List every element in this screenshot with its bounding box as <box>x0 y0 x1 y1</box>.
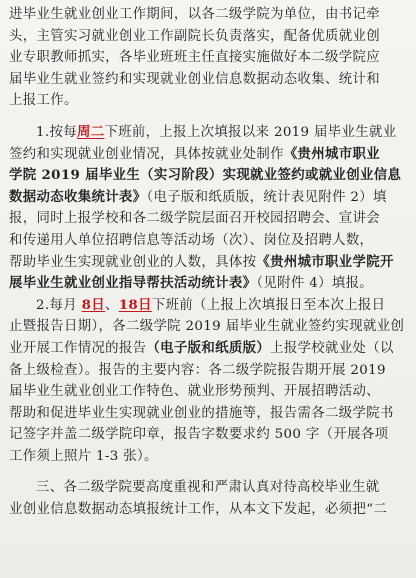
form-title-bold: 展毕业生就业创业指导帮扶活动统计表》 <box>9 275 257 292</box>
text-span: 、 <box>105 297 119 313</box>
text-span: （见附件 4）填报。 <box>256 276 374 292</box>
text-line <box>9 4 408 26</box>
text-span: 上报学校就业处（以 <box>270 340 394 356</box>
text-line <box>9 446 408 468</box>
text-span: 三、各二级学院要高度重视和严肃认真对待高校毕业生就 <box>36 480 380 496</box>
text-line <box>9 69 408 91</box>
text-line <box>9 499 408 521</box>
text-span: 和传递用人单位招聘信息等活动场（次）、岗位及招聘人数， <box>9 232 374 248</box>
deadline-highlight: 18日 <box>118 296 152 313</box>
format-bold: （电子版和纸质版） <box>146 339 271 356</box>
text-span: 止暨报告日期），各二级学院 2019 届毕业生就业签约实现就业创 <box>9 319 405 335</box>
text-span: 报，同时上报学校和各二级学院层面召开校园招聘会、宣讲会 <box>9 211 380 227</box>
text-span: 签约和实现就业创业情况，具体按就业处制作 <box>9 146 284 162</box>
text-line <box>9 338 408 360</box>
text-line <box>9 477 408 499</box>
text-span: 上报工作。 <box>9 93 78 109</box>
text-span: 下班前（上报上次填报日至本次上报日 <box>151 297 386 313</box>
text-span: 业开展工作情况的报告 <box>9 340 147 356</box>
text-line <box>9 230 408 252</box>
text-span: 帮助和促进毕业生实现就业创业的措施等，报告需各二级学院书 <box>9 405 394 421</box>
form-title-bold: 《贵州城市职业 <box>283 145 380 162</box>
text-line <box>9 381 408 403</box>
text-span: 进毕业生就业创业工作期间，以各二级学院为单位，由书记牵 <box>9 7 380 22</box>
text-span: 备上级检查）。报告的主要内容：各二级学院报告期开展 2019 <box>9 362 386 378</box>
text-span: 下班前，上报上次填报以来 2019 届毕业生就业 <box>104 124 397 140</box>
text-span: 业创业信息数据动态填报统计工作，从本文下发起，必须把“二 <box>9 502 388 518</box>
text-line <box>9 424 408 446</box>
text-line <box>9 165 408 187</box>
form-title-bold: 《贵州城市职业学院开 <box>256 253 394 270</box>
text-line <box>9 252 408 274</box>
text-line <box>9 187 408 209</box>
text-span: 记签字并盖二级学院印章，报告字数要求约 500 字（开展各项 <box>9 427 389 443</box>
text-line <box>9 122 408 144</box>
text-line <box>9 144 408 166</box>
text-span: （电子版和纸质版，统计表见附件 2）填 <box>146 189 387 205</box>
text-line <box>9 360 408 382</box>
text-span: 届毕业生就业签约和实现就业创业信息数据动态收集、统计和 <box>9 71 380 87</box>
text-span: 头，主管实习就业创业工作副院长负责落实，配备优质就业创 <box>9 28 380 44</box>
text-line <box>9 208 408 230</box>
text-span: 届毕业生就业创业工作特色、就业形势预判、开展招聘活动、 <box>9 384 380 400</box>
text-line <box>9 295 408 317</box>
text-span: 帮助毕业生实现就业创业的人数，具体按 <box>9 254 257 270</box>
text-line <box>9 403 408 425</box>
text-line <box>9 47 408 69</box>
text-span: 工作须上照片 1-3 张）。 <box>9 448 158 464</box>
text-span: 业专职教师抓实，各毕业班班主任直接实施做好本二级学院应 <box>9 50 380 66</box>
text-line <box>9 316 408 338</box>
text-line <box>9 273 408 295</box>
deadline-highlight: 8日 <box>81 296 105 313</box>
text-line <box>9 26 408 48</box>
form-title-bold: 数据动态收集统计表》 <box>9 188 147 205</box>
text-span: 1.按每 <box>36 124 77 140</box>
form-title-bold: 学院 2019 届毕业生（实习阶段）实现就业签约或就业创业信息 <box>9 167 402 184</box>
text-line <box>9 90 408 112</box>
text-span: 2.每月 <box>36 297 82 313</box>
deadline-highlight: 周二 <box>76 123 105 140</box>
